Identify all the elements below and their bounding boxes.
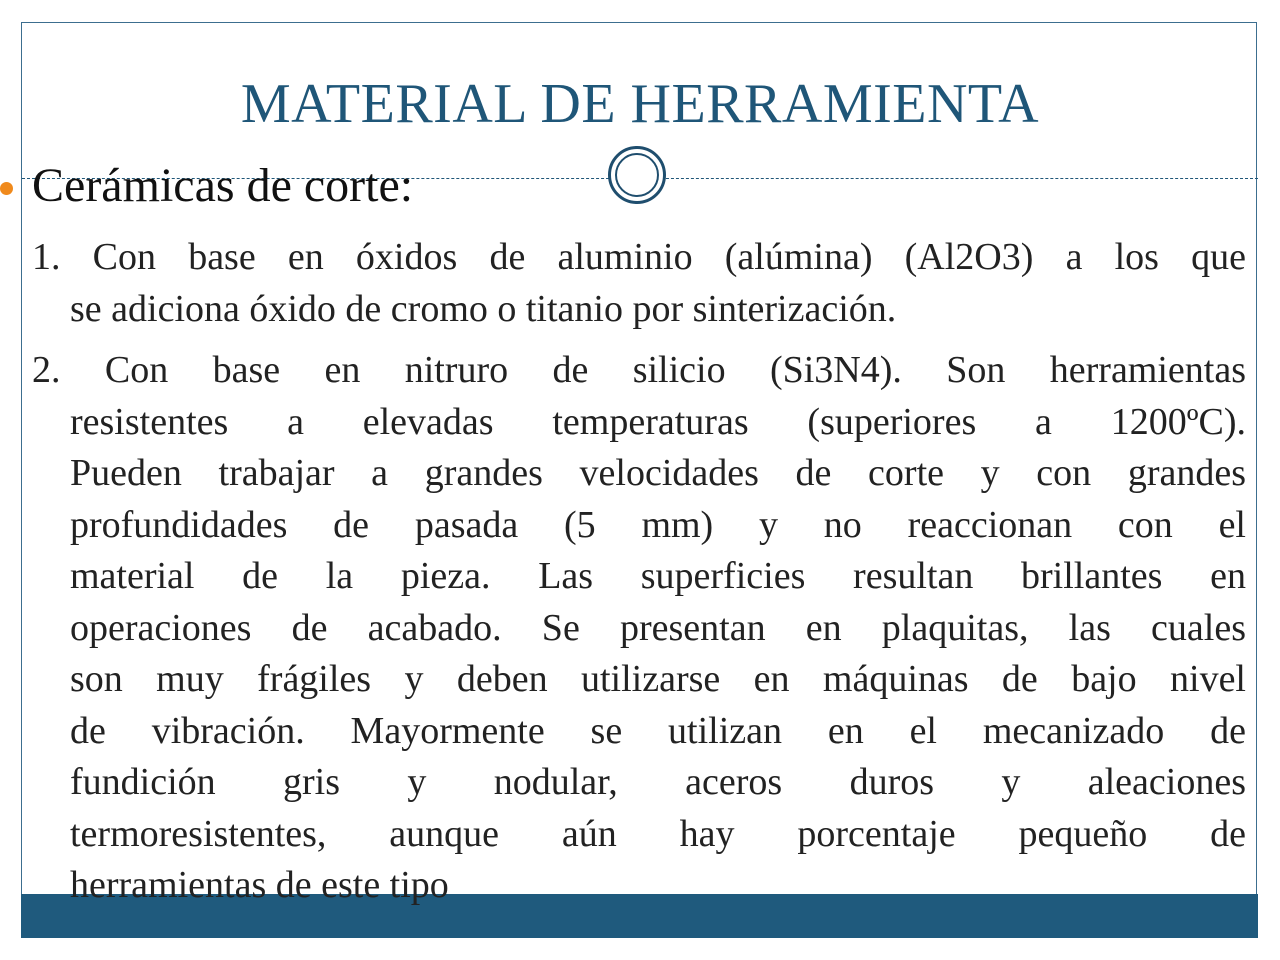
text-line: 1. Con base en óxidos de aluminio (alúmina) (Al2O3) a los que bbox=[32, 236, 1246, 278]
list-item-2 bbox=[32, 345, 1246, 912]
list-item-1 bbox=[32, 232, 1246, 335]
section-heading: Cerámicas de corte: bbox=[32, 159, 414, 212]
text-line: operaciones de acabado. Se presentan en plaquitas, las cuales bbox=[70, 606, 1246, 649]
circle-ornament-icon bbox=[608, 146, 666, 204]
bullet-icon bbox=[0, 182, 13, 195]
text-line: de vibración. Mayormente se utilizan en el mecanizado de bbox=[70, 709, 1246, 752]
text-line: Pueden trabajar a grandes velocidades de corte y con grandes bbox=[70, 452, 1246, 494]
text-line: 2. Con base en nitruro de silicio (Si3N4). Son herramientas bbox=[32, 349, 1246, 391]
text-line: fundición gris y nodular, aceros duros y aleaciones bbox=[70, 761, 1246, 803]
text-line: herramientas de este tipo bbox=[70, 864, 449, 906]
text-line: material de la pieza. Las superficies resultan brillantes en bbox=[70, 555, 1246, 597]
text-line: son muy frágiles y deben utilizarse en máquinas de bajo nivel bbox=[70, 658, 1246, 700]
text-line: profundidades de pasada (5 mm) y no reaccionan con el bbox=[70, 503, 1246, 546]
text-line: resistentes a elevadas temperaturas (superiores a 1200ºC). bbox=[70, 400, 1246, 443]
text-line: se adiciona óxido de cromo o titanio por sinterización. bbox=[70, 287, 897, 330]
slide-body bbox=[32, 232, 1246, 922]
text-line: termoresistentes, aunque aún hay porcentaje pequeño de bbox=[70, 812, 1246, 855]
slide-title: MATERIAL DE HERRAMIENTA bbox=[240, 73, 1040, 135]
